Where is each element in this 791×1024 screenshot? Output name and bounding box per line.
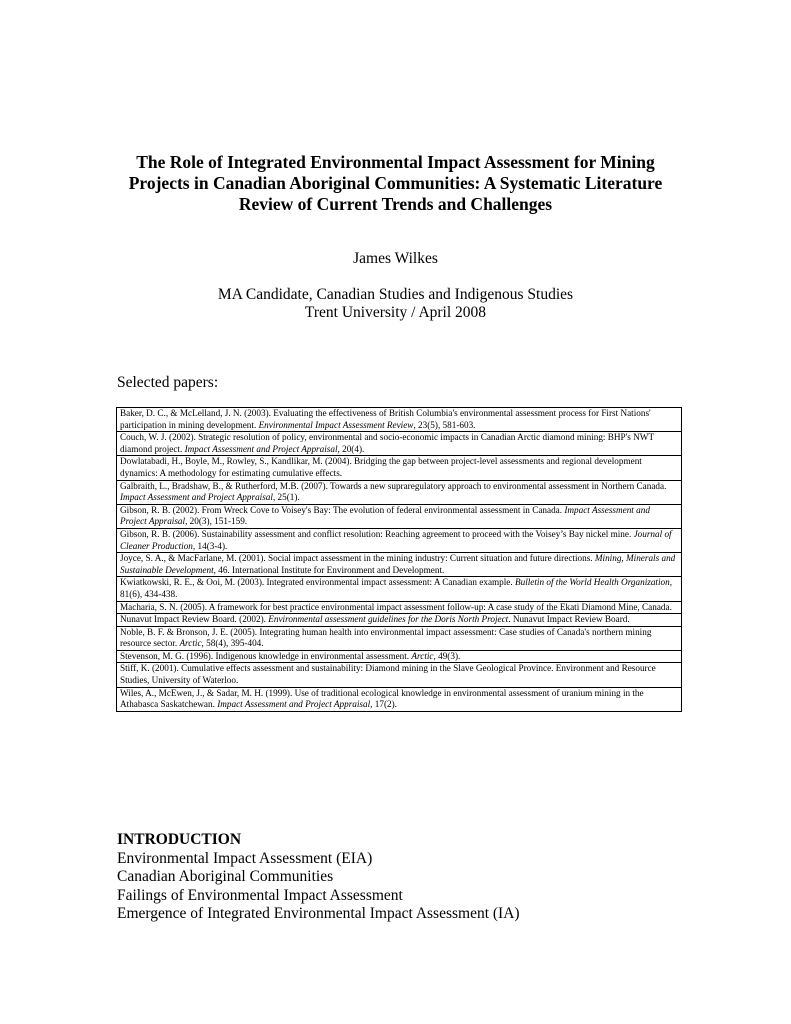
table-row: [117, 687, 682, 711]
table-row: [117, 553, 682, 577]
reference-details: , 81(6), 434-438.: [120, 577, 673, 599]
table-row: [117, 480, 682, 504]
introduction-section: [117, 831, 520, 924]
reference-text: Gibson, R. B. (2006). Sustainability assessment and conflict resolution: Reaching agreement to proceed with the Voisey’s Bay nickel mine.: [120, 528, 634, 539]
reference-source: Mining, Minerals and Sustainable Development: [120, 553, 676, 575]
reference-cell: [117, 553, 682, 577]
table-row: [117, 650, 682, 663]
reference-source: Impact Assessment and Project Appraisal: [120, 492, 273, 503]
introduction-item: Environmental Impact Assessment (EIA): [117, 849, 373, 867]
title-line: Projects in Canadian Aboriginal Communities: A Systematic Literature: [128, 173, 663, 193]
reference-details: , 25(1).: [272, 492, 300, 503]
reference-details: , 17(2).: [370, 699, 397, 710]
reference-source: Arctic: [411, 650, 434, 661]
reference-details: , 14(3-4).: [192, 540, 228, 551]
reference-cell: [117, 614, 682, 627]
selected-papers-heading: Selected papers:: [117, 374, 219, 391]
title-line: The Role of Integrated Environmental Impact Assessment for Mining: [136, 152, 655, 172]
table-row: [117, 432, 682, 456]
reference-source: Arctic: [179, 638, 202, 649]
affiliation-line: Trent University / April 2008: [304, 304, 487, 321]
table-row: [117, 408, 682, 432]
reference-details: , 23(5), 581-603.: [413, 419, 476, 430]
reference-text: Gibson, R. B. (2002). From Wreck Cove to Voisey's Bay: The evolution of federal environmental assessment in Canada.: [120, 504, 565, 515]
reference-text: Baker, D. C., & McLelland, J. N. (2003). Evaluating the effectiveness of British Columbia's environmental assessment process for First Nations' participation in mining development.: [120, 408, 651, 430]
reference-source: Journal of Cleaner Production: [120, 528, 672, 551]
reference-text: Dowlatabadi, H., Boyle, M., Rowley, S., Kandlikar, M. (2004). Bridging the gap between project-level assessments and regional development dynamics: A methodology for estimating cumulative effects.: [120, 456, 642, 478]
reference-cell: [117, 687, 682, 711]
reference-text: Galbraith, L., Bradshaw, B., & Rutherford, M.B. (2007). Towards a new supraregulatory approach to environmental assessment in Northern Canada.: [120, 480, 667, 491]
reference-details: , 58(4), 395-404.: [201, 638, 264, 649]
table-row: [117, 626, 682, 650]
reference-details: , 20(4).: [337, 443, 365, 454]
table-row: [117, 601, 682, 614]
reference-text: Macharia, S. N. (2005). A framework for best practice environmental impact assessment follow-up: A case study of the Ekati Diamond Mine, Canada.: [120, 601, 672, 612]
table-row: [117, 663, 682, 687]
table-row: [117, 504, 682, 528]
reference-details: , 20(3), 151-159.: [185, 516, 248, 527]
introduction-heading: INTRODUCTION: [117, 831, 242, 848]
reference-source: Environmental Impact Assessment Review: [258, 419, 414, 430]
reference-cell: [117, 601, 682, 614]
reference-source: Impact Assessment and Project Appraisal: [184, 443, 338, 454]
reference-cell: [117, 504, 682, 528]
reference-text: Couch, W. J. (2002). Strategic resolution of policy, environmental and socio-economic impacts in Canadian Arctic diamond mining: BHP's NWT diamond project.: [120, 432, 654, 454]
reference-text: Stiff, K. (2001). Cumulative effects assessment and sustainability: Diamond mining in the Slave Geological Province. Environment and Resource Studies, University of Waterloo.: [120, 663, 656, 686]
title-line: Review of Current Trends and Challenges: [238, 194, 553, 214]
reference-source: Impact Assessment and Project Appraisal: [120, 504, 650, 527]
reference-cell: [117, 432, 682, 456]
reference-cell: [117, 650, 682, 663]
reference-source: Bulletin of the World Health Organization: [514, 577, 670, 588]
reference-text: Wiles, A., McEwen, J., & Sadar, M. H. (1999). Use of traditional ecological knowledge in environmental assessment of uranium mining in the Athabasca Saskatchewan.: [120, 687, 644, 710]
reference-text: Kwiatkowski, R. E., & Ooi, M. (2003). Integrated environmental impact assessment: A Canadian example.: [120, 577, 515, 588]
affiliation-line: MA Candidate, Canadian Studies and Indigenous Studies: [217, 286, 574, 303]
introduction-item: Emergence of Integrated Environmental Impact Assessment (IA): [117, 905, 520, 922]
table-row: [117, 528, 682, 552]
reference-cell: [117, 456, 682, 480]
reference-cell: [117, 626, 682, 650]
reference-source: Impact Assessment and Project Appraisal: [217, 699, 371, 710]
reference-text: Noble, B. F. & Bronson, J. E. (2005). Integrating human health into environmental impact assessment: Case studies of Canada's northern mining resource sector.: [120, 626, 652, 649]
reference-details: , 49(3).: [433, 650, 461, 661]
author-name: James Wilkes: [353, 250, 438, 267]
table-row: [117, 456, 682, 480]
reference-text: Joyce, S. A., & MacFarlane, M. (2001). Social impact assessment in the mining industry: Current situation and future directions.: [120, 553, 595, 564]
reference-source: Environmental assessment guidelines for the Doris North Project: [268, 614, 509, 625]
introduction-item: Canadian Aboriginal Communities: [117, 868, 334, 885]
table-row: [117, 577, 682, 601]
reference-details: . Nunavut Impact Review Board.: [508, 614, 630, 625]
reference-details: , 46. International Institute for Environment and Development.: [213, 564, 445, 575]
reference-cell: [117, 480, 682, 504]
reference-cell: [117, 408, 682, 432]
introduction-item: Failings of Environmental Impact Assessment: [117, 886, 403, 904]
document-title: [100, 152, 691, 215]
reference-cell: [117, 663, 682, 687]
reference-cell: [117, 577, 682, 601]
author-affiliation: [100, 286, 691, 322]
reference-text: Nunavut Impact Review Board. (2002).: [120, 614, 269, 625]
table-row: [117, 614, 682, 627]
references-table: [116, 407, 682, 712]
reference-text: Stevenson, M. G. (1996). Indigenous knowledge in environmental assessment.: [120, 650, 412, 661]
reference-cell: [117, 528, 682, 552]
